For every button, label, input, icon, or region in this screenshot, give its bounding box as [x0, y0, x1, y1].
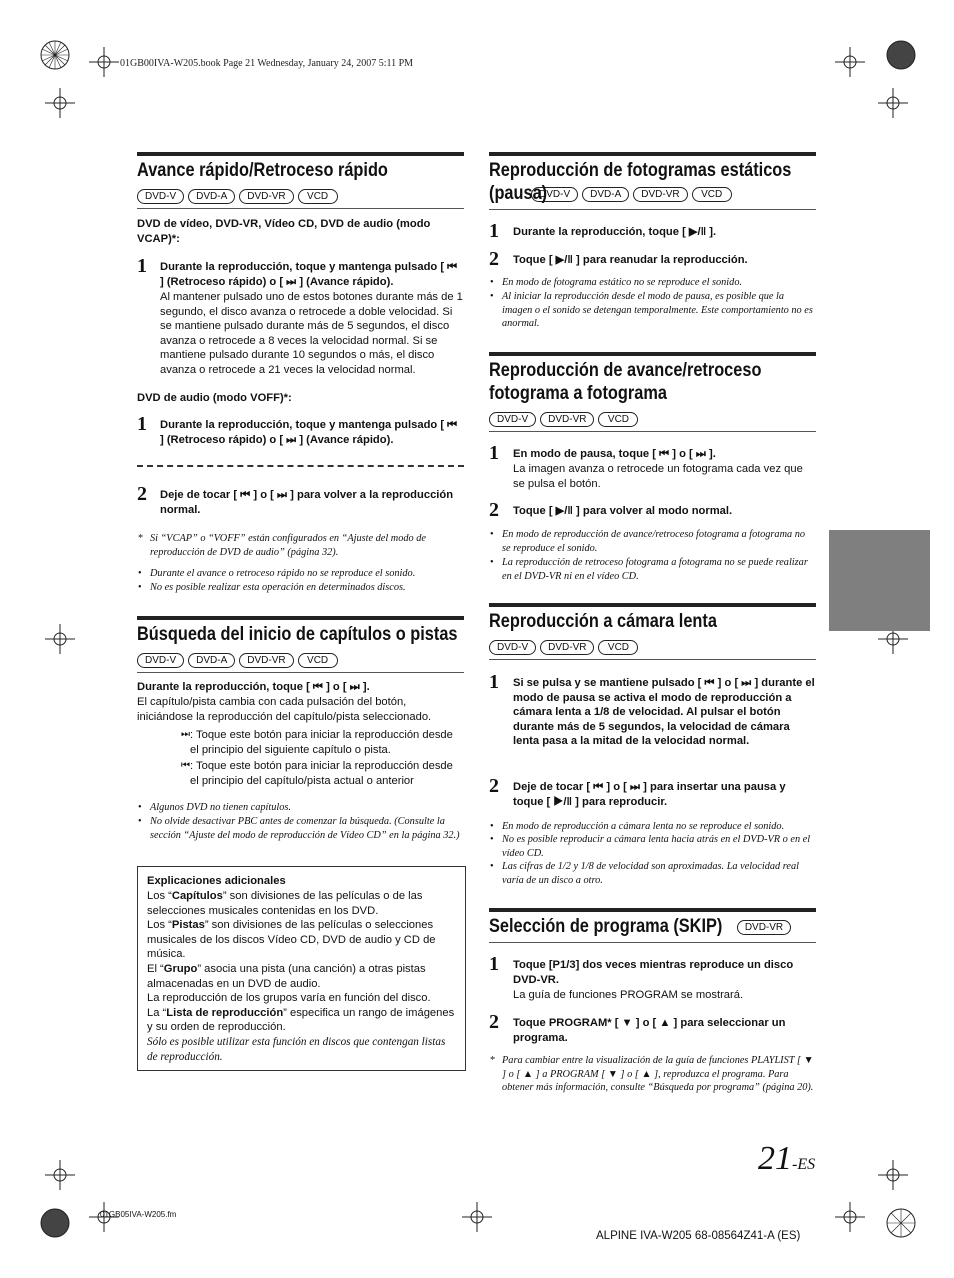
definition-text: : Toque este botón para iniciar la reproducción desde el principio del capítulo/pista actual o anterior: [190, 760, 453, 787]
step-number: 2: [489, 1011, 499, 1033]
box-title: Explicaciones adicionales: [147, 875, 286, 887]
section-title: Reproducción a cámara lenta: [489, 611, 717, 632]
prev-track-icon: ⏮: [181, 760, 190, 771]
section-fast-forward: [137, 152, 464, 209]
section-program-skip: [489, 908, 816, 943]
step-number: 2: [137, 483, 147, 505]
step-text: Toque [ ▶/ǁ ] para volver al modo normal.: [513, 505, 733, 517]
note-item: • En modo de fotograma estático no se reproduce el sonido.: [490, 277, 743, 288]
disc-badge: DVD-VR: [239, 653, 293, 668]
disc-badges: [737, 922, 795, 933]
page-number: 21-ES: [758, 1140, 816, 1177]
disc-badge: VCD: [692, 187, 732, 202]
disc-badge: VCD: [598, 412, 638, 427]
definition-text: : Toque este botón para iniciar la reproducción desde el principio del siguiente capítulo o pista.: [190, 729, 453, 756]
book-header: 01GB00IVA-W205.book Page 21 Wednesday, January 24, 2007 5:11 PM: [120, 58, 414, 69]
disc-badge: DVD-A: [188, 189, 235, 204]
disc-badge: VCD: [298, 653, 338, 668]
section-title: Reproducción de fotogramas estáticos: [489, 160, 792, 181]
disc-badge: VCD: [598, 640, 638, 655]
step-number: 2: [489, 248, 499, 270]
step-number: 2: [489, 775, 499, 797]
crosshair-mark-icon: [462, 1202, 492, 1232]
note-item: • No es posible reproducir a cámara lenta hacia atrás en el DVD-VR o en el vídeo CD.: [490, 834, 811, 859]
disc-badge: DVD-V: [137, 189, 184, 204]
registration-mark-icon: [40, 1208, 70, 1238]
crosshair-mark-icon: [89, 47, 119, 77]
crosshair-mark-icon: [878, 88, 908, 118]
disc-badges: [137, 650, 464, 668]
crosshair-mark-icon: [45, 624, 75, 654]
step-text: En modo de pausa, toque [ ⏮ ] o [ ⏭ ].: [513, 448, 716, 460]
note-item: • La reproducción de retroceso fotograma a fotograma no se puede realizar en el DVD-VR ni en el vídeo CD.: [490, 557, 808, 582]
note-item: • En modo de reproducción de avance/retroceso fotograma a fotograma no se reproduce el sonido.: [490, 529, 806, 554]
step-text: Deje de tocar [ ⏮ ] o [ ⏭ ] para volver a la reproducción normal.: [160, 489, 454, 516]
note-item: • Las cifras de 1/2 y 1/8 de velocidad son aproximadas. La velocidad real varía de un disco a otro.: [490, 861, 799, 886]
crosshair-mark-icon: [45, 88, 75, 118]
box-text: Los “Capítulos” son divisiones de las películas o de las selecciones musicales contenidas en los DVD. Los “Pistas” son divisiones de las películas o selecciones musicales de los discos Vídeo CD, DVD de audio y CD de música. El “Grupo” asocia una pista (una canción) a otras pistas almacenadas en un DVD de audio. La reproducción de los grupos varía en función del disco. La “Lista de reproducción” especifica un rango de imágenes y su orden de reproducción. Sólo es posible utilizar esta función en discos que contengan listas de reproducción.: [147, 890, 455, 1063]
disc-badge: DVD-VR: [633, 187, 687, 202]
disc-badge: DVD-VR: [737, 920, 791, 935]
crosshair-mark-icon: [45, 1160, 75, 1190]
step-number: 1: [489, 671, 499, 693]
section-title: Búsqueda del inicio de capítulos o pistas: [137, 624, 458, 645]
step-body: La guía de funciones PROGRAM se mostrará.: [513, 989, 744, 1001]
note-item: • Durante el avance o retroceso rápido no se reproduce el sonido.: [138, 568, 416, 579]
section-title: Avance rápido/Retroceso rápido: [137, 160, 388, 181]
step-number: 1: [137, 255, 147, 277]
disc-badges: [531, 189, 736, 200]
disc-badge: DVD-VR: [239, 189, 293, 204]
next-track-icon: ⏭: [181, 729, 190, 740]
lead-text: DVD de vídeo, DVD-VR, Vídeo CD, DVD de audio (modo VCAP)*:: [137, 218, 431, 245]
section-still-frame: [489, 152, 816, 210]
crosshair-mark-icon: [835, 47, 865, 77]
step-text: Toque PROGRAM* [ ▼ ] o [ ▲ ] para seleccionar un programa.: [513, 1017, 786, 1044]
disc-badges: [489, 637, 816, 655]
step-text: Toque [ ▶/ǁ ] para reanudar la reproducción.: [513, 254, 748, 266]
step-text: Durante la reproducción, toque y mantenga pulsado [ ⏮ ] (Retroceso rápido) o [ ⏭ ] (Avance rápido).: [160, 419, 458, 446]
section-slow-motion: [489, 603, 816, 660]
step-text: Si se pulsa y se mantiene pulsado [ ⏮ ] o [ ⏭ ] durante el modo de pausa se activa el modo de reproducción a cámara lenta a 1/8 de velocidad. Al pulsar el botón durante más de 5 segundos, la velocidad de cámara lenta pasa a la mitad de la velocidad normal.: [513, 677, 815, 748]
section-frame-by-frame: [489, 352, 816, 432]
crosshair-mark-icon: [878, 1160, 908, 1190]
section-title: Selección de programa (SKIP): [489, 916, 723, 937]
step-body: La imagen avanza o retrocede un fotograma cada vez que se pulsa el botón.: [513, 463, 803, 490]
step-number: 1: [489, 220, 499, 242]
disc-badge: VCD: [298, 189, 338, 204]
step-text: Toque [P1/3] dos veces mientras reproduce un disco DVD-VR.: [513, 959, 794, 986]
footer-model: ALPINE IVA-W205 68-08564Z41-A (ES): [596, 1230, 801, 1242]
step-text: Deje de tocar [ ⏮ ] o [ ⏭ ] para insertar una pausa y toque [ ▶/ǁ ] para reproducir.: [513, 781, 786, 808]
registration-mark-icon: [886, 40, 916, 70]
footnote: * Para cambiar entre la visualización de la guía de funciones PLAYLIST [ ▼ ] o [ ▲ ] a PROGRAM [ ▼ ] o [ ▲ ], reproduzca el programa. Para obtener más información, consulte “Búsqueda por programa” (página 20).: [490, 1055, 814, 1094]
section-title: Reproducción de avance/retroceso: [489, 360, 762, 381]
step-body: Al mantener pulsado uno de estos botones durante más de 1 segundo, el disco avanza o retrocede a doble velocidad. Si se mantiene pulsado durante más de 5 segundos, el disco avanza o retrocede a 8 veces la velocidad normal. Si se mantiene pulsado durante 10 segundos o más, el disco avanza o retrocede a 21 veces la velocidad normal.: [160, 291, 463, 376]
disc-badges: [137, 186, 464, 204]
footnote: * Si “VCAP” o “VOFF” están configurados en “Ajuste del modo de reproducción de DVD de audio” (página 32).: [138, 533, 426, 558]
footer-file: 01GB05IVA-W205.fm: [100, 1210, 177, 1219]
note-item: • En modo de reproducción a cámara lenta no se reproduce el sonido.: [490, 821, 785, 832]
note-item: • No es posible realizar esta operación en determinados discos.: [138, 582, 406, 593]
disc-badge: DVD-V: [531, 187, 578, 202]
step-number: 1: [137, 413, 147, 435]
section-title-cont: (pausa): [489, 183, 548, 204]
registration-mark-icon: [40, 40, 70, 70]
step-number: 1: [489, 953, 499, 975]
disc-badge: DVD-VR: [540, 640, 594, 655]
note-item: • No olvide desactivar PBC antes de comenzar la búsqueda. (Consulte la sección “Ajuste del modo de reproducción de Vídeo CD” en la página 32.): [138, 816, 460, 841]
registration-mark-icon: [886, 1208, 916, 1238]
step-text: Durante la reproducción, toque y mantenga pulsado [ ⏮ ] (Retroceso rápido) o [ ⏭ ] (Avance rápido).: [160, 261, 458, 288]
disc-badge: DVD-A: [188, 653, 235, 668]
additional-explanations-box: [137, 866, 466, 1071]
lead-text: DVD de audio (modo VOFF)*:: [137, 392, 292, 404]
step-number: 1: [489, 442, 499, 464]
section-chapter-search: [137, 616, 464, 673]
disc-badges: [489, 409, 816, 427]
section-title-cont: fotograma a fotograma: [489, 383, 667, 404]
lead-text: Durante la reproducción, toque [ ⏮ ] o [ ⏭ ].: [137, 681, 370, 693]
disc-badge: DVD-V: [137, 653, 184, 668]
disc-badge: DVD-V: [489, 640, 536, 655]
disc-badge: DVD-V: [489, 412, 536, 427]
disc-badge: DVD-VR: [540, 412, 594, 427]
step-number: 2: [489, 499, 499, 521]
step-text: Durante la reproducción, toque [ ▶/ǁ ].: [513, 226, 717, 238]
disc-badge: DVD-A: [582, 187, 629, 202]
crosshair-mark-icon: [835, 1202, 865, 1232]
dashed-divider: [137, 465, 464, 467]
body-text: El capítulo/pista cambia con cada pulsación del botón, iniciándose la reproducción del capítulo/pista seleccionado.: [137, 696, 432, 723]
note-item: • Algunos DVD no tienen capítulos.: [138, 802, 291, 813]
note-item: • Al iniciar la reproducción desde el modo de pausa, es posible que la imagen o el sonido se detengan temporalmente. Este comportamiento no es anormal.: [490, 291, 813, 330]
chapter-side-tab: [829, 530, 930, 631]
